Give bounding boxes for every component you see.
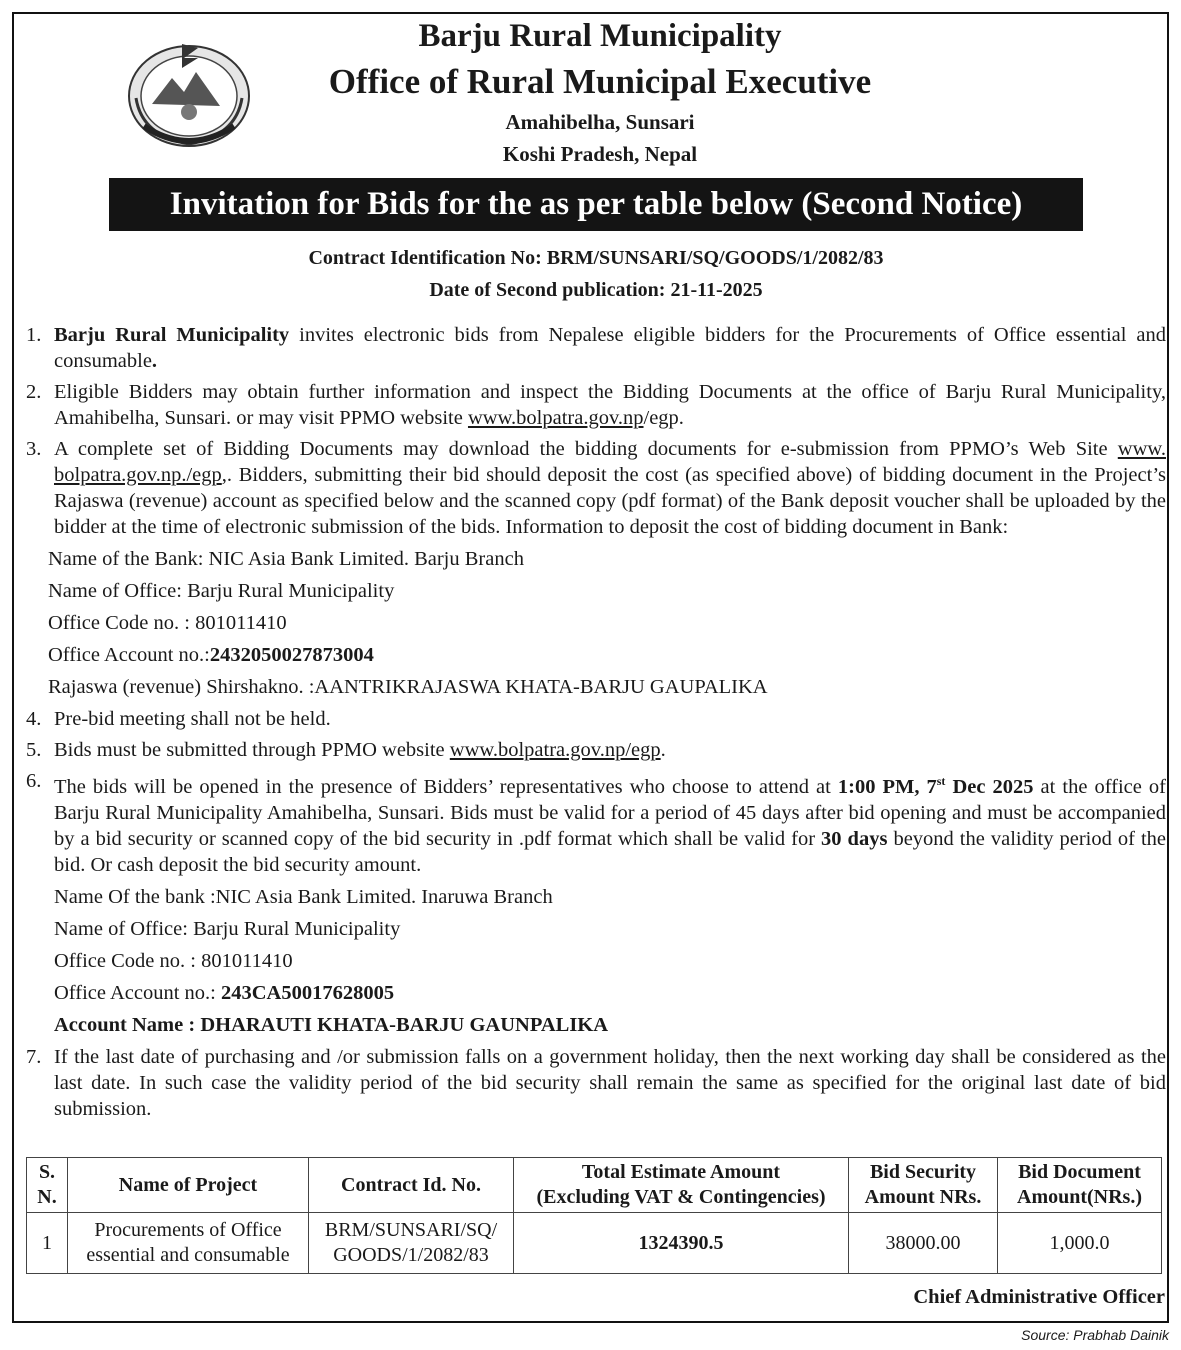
list-item xyxy=(26,436,1166,540)
address-line-2: Koshi Pradesh, Nepal xyxy=(502,142,698,166)
bank2-account xyxy=(26,980,1166,1006)
item-text: /egp. xyxy=(643,407,684,429)
item-text: Pre-bid meeting shall not be held. xyxy=(54,708,331,730)
bank1-account xyxy=(26,642,1166,668)
contract-identification: Contract Identification No: BRM/SUNSARI/SQ/GOODS/1/2082/83 xyxy=(308,247,884,269)
list-item xyxy=(26,1044,1166,1122)
office-name: Office of Rural Municipal Executive xyxy=(328,62,872,101)
cell-project-name: Procurements of Office essential and consumable xyxy=(68,1213,309,1274)
item-number: 3. xyxy=(26,438,42,460)
header-bid-security: Bid Security Amount NRs. xyxy=(849,1158,998,1213)
item-text: . xyxy=(660,739,666,761)
validity-days: 30 days xyxy=(821,827,888,850)
item-text: invites electronic bids from Nepalese eligible bidders for the Procurements of Office essential and consumable xyxy=(54,324,1166,372)
item-text: ,. Bidders, submitting their bid should deposit the cost (as specified above) of bidding document in the Project’s Rajaswa (revenue) account as specified below and the scanned copy (pdf format) of the Bank deposit voucher shall be uploaded by the bidder at the time of electronic submission of the bids. Information to deposit the cost of bidding document in Bank: xyxy=(54,464,1166,538)
item-text: A complete set of Bidding Documents may download the bidding documents for e-submission from PPMO’s Web Site xyxy=(54,438,1118,460)
account-label: Office Account no.: xyxy=(54,981,221,1004)
item-text: If the last date of purchasing and /or submission falls on a government holiday, then the next working day shall be considered as the last date. In such case the validity period of the bid security shall remain the same as specified for the original last date of bid submission. xyxy=(54,1045,1166,1120)
list-item xyxy=(26,706,1166,732)
item-text: beyond the validity period of the bid. Or cash deposit the bid security amount. xyxy=(54,827,1166,876)
bank2-account-name: Account Name : DHARAUTI KHATA-BARJU GAUNPALIKA xyxy=(54,1013,609,1036)
header-contract-id: Contract Id. No. xyxy=(309,1158,514,1213)
bid-table xyxy=(26,1157,1162,1274)
item-text: at the office of Barju Rural Municipality Amahibelha, Sunsari. Bids must be valid for a period of 45 days after bid opening and must be accompanied by a bid security or scanned copy of the bid security in .pdf format which shall be valid for xyxy=(54,775,1166,850)
cell-bid-security: 38000.00 xyxy=(849,1213,998,1274)
item-bold-text: Barju Rural Municipality xyxy=(54,324,290,346)
header-bid-document: Bid Document Amount(NRs.) xyxy=(998,1158,1162,1213)
list-item xyxy=(26,379,1166,431)
item-end: . xyxy=(151,350,158,372)
cell-contract-id: BRM/SUNSARI/SQ/ GOODS/1/2082/83 xyxy=(309,1213,514,1274)
bank2-office: Name of Office: Barju Rural Municipality xyxy=(54,917,401,940)
municipality-name: Barju Rural Municipality xyxy=(418,18,782,54)
item-number: 6. xyxy=(26,770,42,792)
bank1-name: Name of the Bank: NIC Asia Bank Limited. Barju Branch xyxy=(48,548,524,570)
notice-body xyxy=(26,322,1166,1127)
table-row xyxy=(27,1213,1162,1274)
source-credit: Source: Prabhab Dainik xyxy=(1021,1327,1169,1343)
address-line-1: Amahibelha, Sunsari xyxy=(505,110,695,134)
list-item xyxy=(26,737,1166,763)
opening-date: Dec 2025 xyxy=(945,775,1034,798)
bank1-office: Name of Office: Barju Rural Municipality xyxy=(48,580,395,602)
cell-bid-document: 1,000.0 xyxy=(998,1213,1162,1274)
opening-time: 1:00 PM, 7 xyxy=(837,775,937,798)
publication-date: Date of Second publication: 21-11-2025 xyxy=(429,279,763,301)
header-total-estimate: Total Estimate Amount (Excluding VAT & Contingencies) xyxy=(514,1158,849,1213)
bank2-name: Name Of the bank :NIC Asia Bank Limited. Inaruwa Branch xyxy=(54,885,553,908)
bolpatra-link[interactable]: www.bolpatra.gov.np/egp xyxy=(449,739,661,761)
item-number: 1. xyxy=(26,324,42,346)
header-sn: S. N. xyxy=(27,1158,68,1213)
item-number: 4. xyxy=(26,708,42,730)
bank2-office-code: Office Code no. : 801011410 xyxy=(54,949,293,972)
nepal-emblem-icon xyxy=(122,26,256,152)
account-number: 243CA50017628005 xyxy=(221,981,395,1004)
account-number: 2432050027873004 xyxy=(209,644,374,666)
table-header-row xyxy=(27,1158,1162,1213)
ordinal-suffix: st xyxy=(936,774,946,788)
cell-total-estimate: 1324390.5 xyxy=(514,1213,849,1274)
item-number: 2. xyxy=(26,381,42,403)
bank1-revenue-head: Rajaswa (revenue) Shirshakno. :AANTRIKRAJASWA KHATA-BARJU GAUPALIKA xyxy=(48,676,768,698)
bolpatra-link[interactable]: www. bolpatra.gov.np./egp xyxy=(54,438,1166,486)
bolpatra-link[interactable]: www.bolpatra.gov.np xyxy=(467,407,644,429)
cell-sn: 1 xyxy=(27,1213,68,1274)
item-text: The bids will be opened in the presence of Bidders’ representatives who choose to attend at xyxy=(54,775,838,798)
list-item xyxy=(26,768,1166,878)
item-text: Bids must be submitted through PPMO website xyxy=(54,739,450,761)
account-label: Office Account no.: xyxy=(48,644,210,666)
bank1-office-code: Office Code no. : 801011410 xyxy=(48,612,287,634)
list-item xyxy=(26,322,1166,374)
item-number: 7. xyxy=(26,1045,42,1068)
signatory: Chief Administrative Officer xyxy=(913,1286,1165,1308)
header-project-name: Name of Project xyxy=(68,1158,309,1213)
item-text: Eligible Bidders may obtain further information and inspect the Bidding Documents at the office of Barju Rural Municipality, Amahibelha, Sunsari. or may visit PPMO website xyxy=(54,381,1166,429)
notice-title-banner: Invitation for Bids for the as per table below (Second Notice) xyxy=(109,178,1083,231)
item-number: 5. xyxy=(26,739,42,761)
